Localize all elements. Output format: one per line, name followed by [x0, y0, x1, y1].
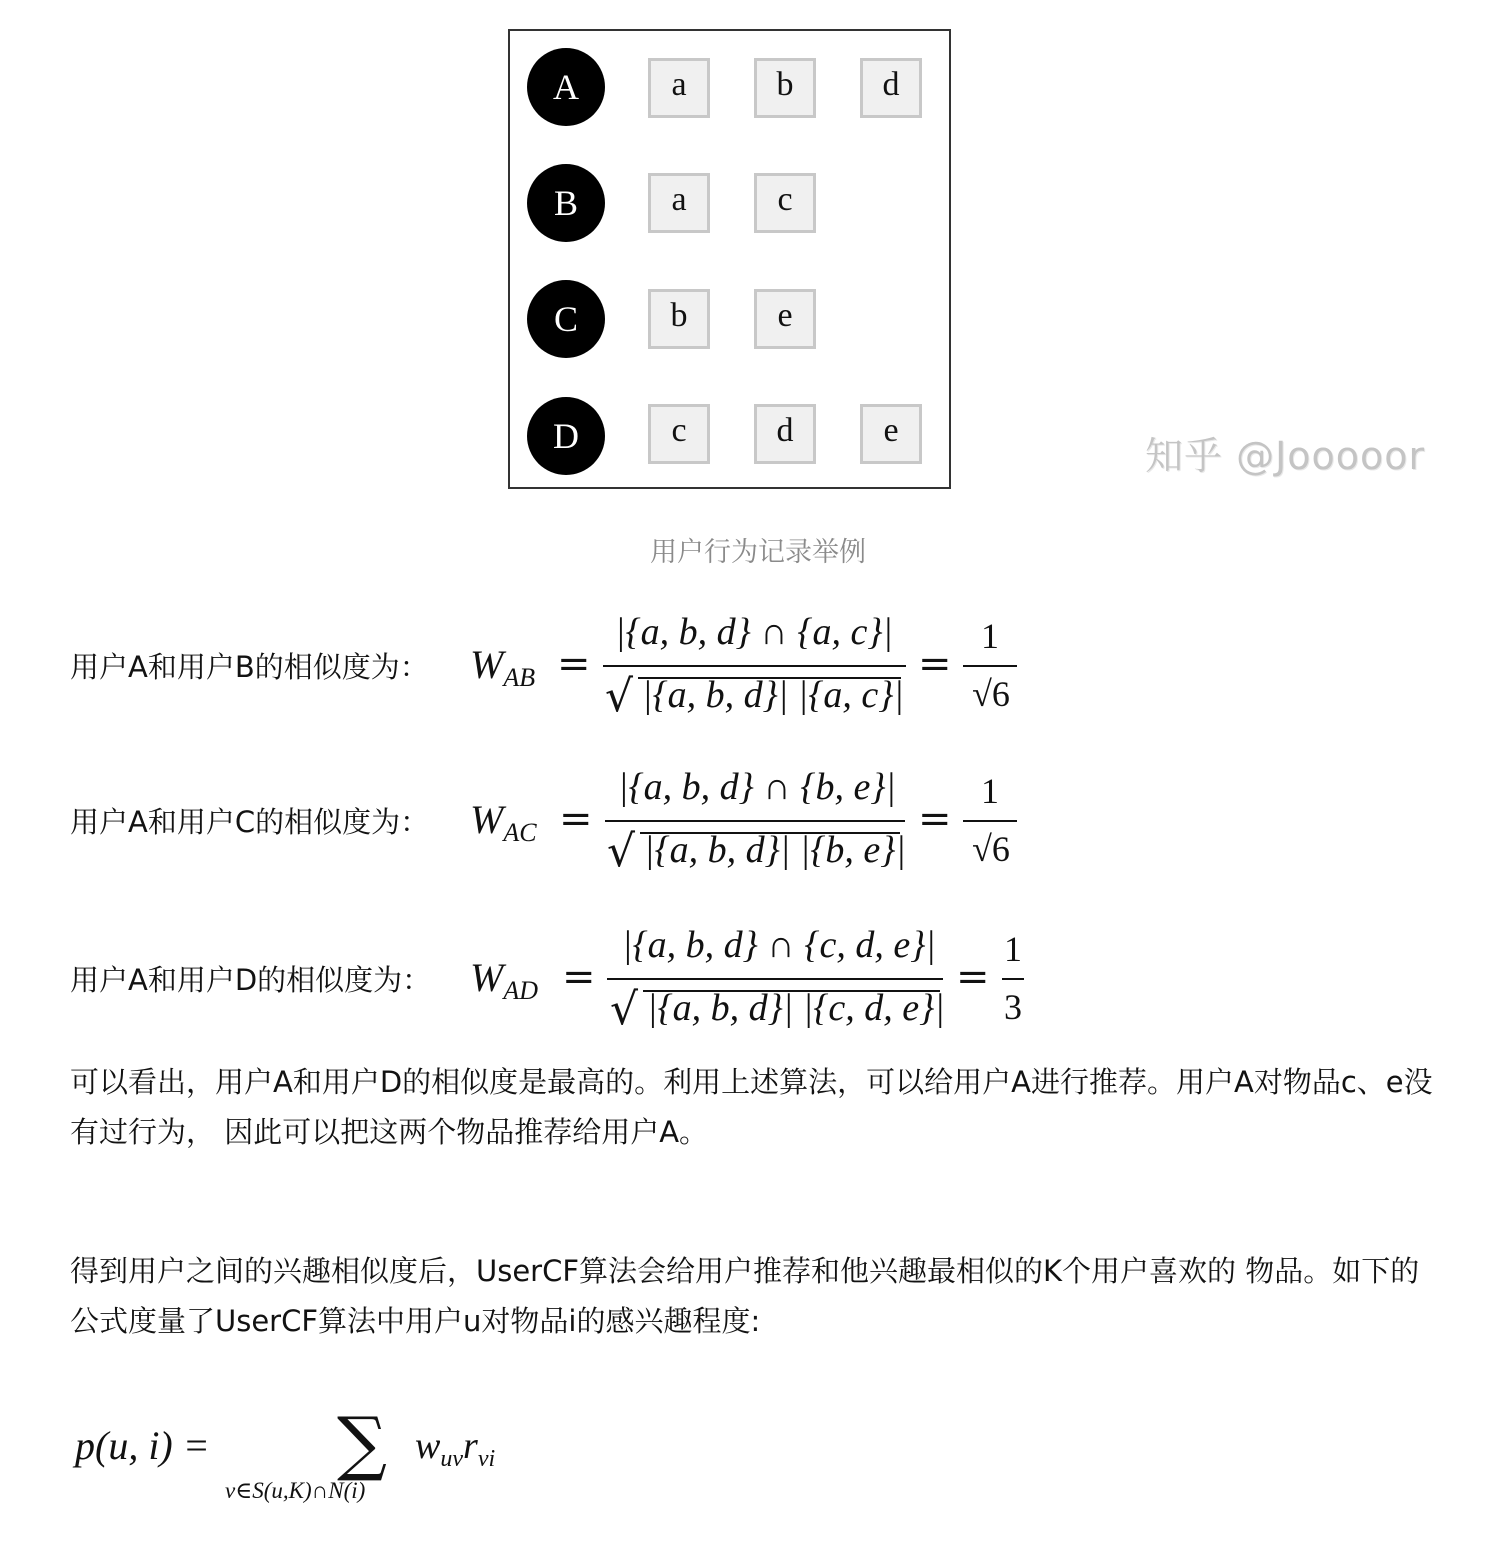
result-denominator: √6 — [972, 829, 1010, 869]
summation-subscript: v∈S(u,K)∩N(i) — [225, 1478, 366, 1503]
watermark: 知乎 @Jooooor — [1145, 434, 1426, 478]
fraction-bar — [603, 665, 906, 667]
sqrt-symbol: √ — [610, 984, 639, 1035]
result-numerator: 1 — [981, 616, 999, 656]
similarity-symbol: $W_{AC}$ — [470, 797, 537, 847]
user-node-d: D — [527, 397, 605, 475]
item-box: e — [754, 289, 816, 349]
equals-sign: = — [562, 954, 596, 1000]
equals-sign: = — [918, 796, 952, 842]
fraction-bar — [605, 820, 905, 822]
user-node-c: C — [527, 280, 605, 358]
equals-sign: = — [557, 641, 591, 687]
result-fraction-bar — [963, 665, 1017, 667]
sigma-symbol: ∑ — [337, 1402, 387, 1484]
similarity-ad — [70, 918, 1070, 1048]
interest-formula — [75, 1402, 575, 1520]
item-box: a — [648, 58, 710, 118]
result-numerator: 1 — [1004, 929, 1022, 969]
paragraph-conclusion: 可以看出，用户A和用户D的相似度是最高的。利用上述算法，可以给用户A进行推荐。用户A对物品c、e没有过行为， 因此可以把这两个物品推荐给用户A。 — [70, 1065, 1433, 1149]
result-numerator: 1 — [981, 771, 999, 811]
item-box: d — [754, 404, 816, 464]
similarity-label: 用户A和用户C的相似度为： — [70, 805, 430, 839]
similarity-symbol: $W_{AD}$ — [470, 955, 538, 1005]
fraction-denominator: |{a, b, d}| |{b, e}| — [644, 829, 906, 871]
paragraph-usercf: 得到用户之间的兴趣相似度后，UserCF算法会给用户推荐和他兴趣最相似的K个用户喜欢的 物品。如下的公式度量了UserCF算法中用户u对物品i的感兴趣程度: — [70, 1254, 1420, 1338]
similarity-symbol: $W_{AB}$ — [470, 642, 536, 692]
fraction-numerator: |{a, b, d} ∩ {b, e}| — [618, 766, 896, 808]
similarity-label: 用户A和用户D的相似度为： — [70, 963, 432, 997]
formula-rhs: $w_{uv}r_{vi}$ — [415, 1425, 496, 1472]
result-fraction-bar — [1002, 978, 1024, 980]
user-behavior-figure — [508, 29, 951, 489]
formula-lhs: p(u, i) = — [75, 1423, 210, 1468]
fraction-numerator: |{a, b, d} ∩ {c, d, e}| — [622, 924, 936, 966]
similarity-ab — [70, 605, 1070, 735]
item-box: e — [860, 404, 922, 464]
similarity-ac — [70, 760, 1070, 890]
fraction-bar — [607, 978, 943, 980]
item-box: c — [754, 173, 816, 233]
result-fraction-bar — [963, 820, 1017, 822]
result-denominator: 3 — [1004, 987, 1022, 1027]
item-box: b — [754, 58, 816, 118]
user-node-b: B — [527, 164, 605, 242]
figure-caption: 用户行为记录举例 — [650, 537, 866, 568]
equals-sign: = — [918, 641, 952, 687]
item-box: a — [648, 173, 710, 233]
item-box: b — [648, 289, 710, 349]
fraction-denominator: |{a, b, d}| |{c, d, e}| — [647, 987, 945, 1029]
item-box: c — [648, 404, 710, 464]
result-denominator: √6 — [972, 674, 1010, 714]
item-box: d — [860, 58, 922, 118]
fraction-numerator: |{a, b, d} ∩ {a, c}| — [615, 611, 893, 653]
fraction-denominator: |{a, b, d}| |{a, c}| — [642, 674, 904, 716]
equals-sign: = — [559, 796, 593, 842]
sqrt-symbol: √ — [605, 671, 634, 722]
sqrt-symbol: √ — [607, 826, 636, 877]
similarity-label: 用户A和用户B的相似度为： — [70, 650, 429, 684]
user-node-a: A — [527, 48, 605, 126]
equals-sign: = — [956, 954, 990, 1000]
